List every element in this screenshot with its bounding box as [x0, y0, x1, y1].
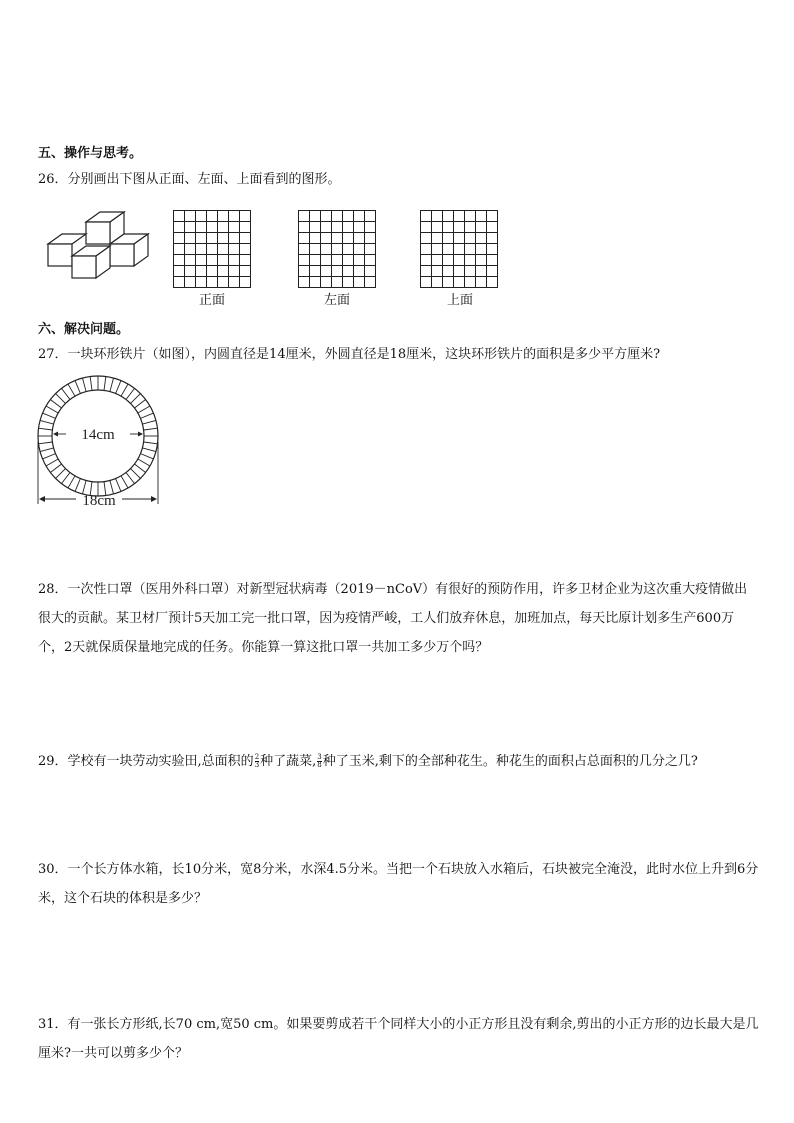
section-heading-5: 五、操作与思考。 — [38, 146, 143, 161]
ring-spoke — [39, 428, 53, 430]
ring-spoke — [82, 480, 86, 494]
ring-spoke — [75, 478, 80, 491]
ring-spoke — [142, 448, 156, 452]
annulus-figure — [36, 354, 164, 514]
ring-spoke — [144, 442, 158, 444]
ring-spoke — [140, 454, 153, 459]
ring-spoke — [68, 476, 75, 488]
ring-spoke — [40, 420, 54, 424]
question-26-text: 26．分别画出下图从正面、左面、上面看到的图形。 — [38, 172, 341, 187]
ring-spoke — [110, 378, 114, 392]
ring-spoke — [116, 478, 121, 491]
question-29-part3: 种了玉米,剩下的全部种花生。种花生的面积占总面积的几分之几? — [322, 754, 698, 769]
ring-spoke — [50, 464, 61, 473]
ring-spoke — [134, 399, 145, 408]
question-27-text: 27．一块环形铁片（如图），内圆直径是14厘米，外圆直径是18厘米，这块环形铁片的面积是多少平方厘米? — [38, 347, 661, 362]
ring-spoke — [104, 377, 106, 391]
ring-spoke — [126, 388, 135, 399]
fraction-two-thirds: $\frac{2}{3}$ — [254, 753, 260, 769]
ring-spoke — [56, 394, 66, 404]
ring-spoke — [138, 459, 150, 466]
ring-spoke — [50, 399, 61, 408]
ring-spoke — [126, 472, 135, 483]
inner-diameter-label: 14cm — [81, 427, 115, 443]
ring-spoke — [116, 381, 121, 394]
grid-label-left: 左面 — [324, 293, 351, 308]
grid-left-view[interactable] — [298, 210, 376, 288]
question-31-text: 31．有一张长方形纸,长70 cm,宽50 cm。如果要剪成若干个同样大小的小正方形且没有剩余,剪出的小正方形的边长最大是几厘米?一共可以剪多少个？ — [38, 1017, 759, 1061]
cube-stack-figure — [44, 210, 150, 285]
ring-spoke — [138, 406, 150, 413]
ring-spoke — [39, 442, 53, 444]
ring-spoke — [61, 472, 70, 483]
ring-spoke — [110, 480, 114, 494]
ring-spoke — [131, 469, 141, 479]
ring-spoke — [46, 459, 58, 466]
grid-label-top: 上面 — [447, 293, 474, 308]
ring-spoke — [90, 377, 92, 391]
ring-spoke — [75, 381, 80, 394]
fraction-three-eighths: $\frac{3}{8}$ — [317, 753, 322, 769]
question-29-part1: 29．学校有一块劳动实验田,总面积的 — [38, 754, 254, 769]
ring-spoke — [46, 406, 58, 413]
ring-spoke — [43, 413, 56, 418]
grid-front-view[interactable] — [173, 210, 251, 288]
ring-spoke — [43, 454, 56, 459]
question-28-text: 28．一次性口罩（医用外科口罩）对新型冠状病毒（2019－nCoV）有很好的预防作用，许多卫材企业为这次重大疫情做出很大的贡献。某卫材厂预计5天加工完一批口罩，因为疫情严峻，工人们放弃休息，加班加点，每天比原计划多生产600万个，2天就保质保量地完成的任务。你能算一算这批口罩一共加工多少万个吗？ — [38, 582, 748, 655]
ring-spoke — [134, 464, 145, 473]
ring-spoke — [121, 476, 128, 488]
question-30-text: 30．一个长方体水箱，长10分米，宽8分米，水深4.5分米。当把一个石块放入水箱后，石块被完全淹没，此时水位上升到6分米，这个石块的体积是多少？ — [38, 862, 759, 906]
question-29-part2: 种了蔬菜, — [260, 754, 317, 769]
question-29-text — [38, 752, 698, 772]
ring-spoke — [144, 428, 158, 430]
grid-label-front: 正面 — [199, 293, 226, 308]
ring-spoke — [142, 420, 156, 424]
section-heading-6: 六、解决问题。 — [38, 322, 130, 337]
outer-diameter-label: 18cm — [82, 493, 116, 509]
grid-top-view[interactable] — [420, 210, 498, 288]
ring-spoke — [82, 378, 86, 392]
ring-spoke — [40, 448, 54, 452]
ring-spoke — [61, 388, 70, 399]
ring-spoke — [131, 394, 141, 404]
ring-spoke — [68, 384, 75, 396]
ring-spoke — [56, 469, 66, 479]
ring-spoke — [140, 413, 153, 418]
ring-spoke — [121, 384, 128, 396]
